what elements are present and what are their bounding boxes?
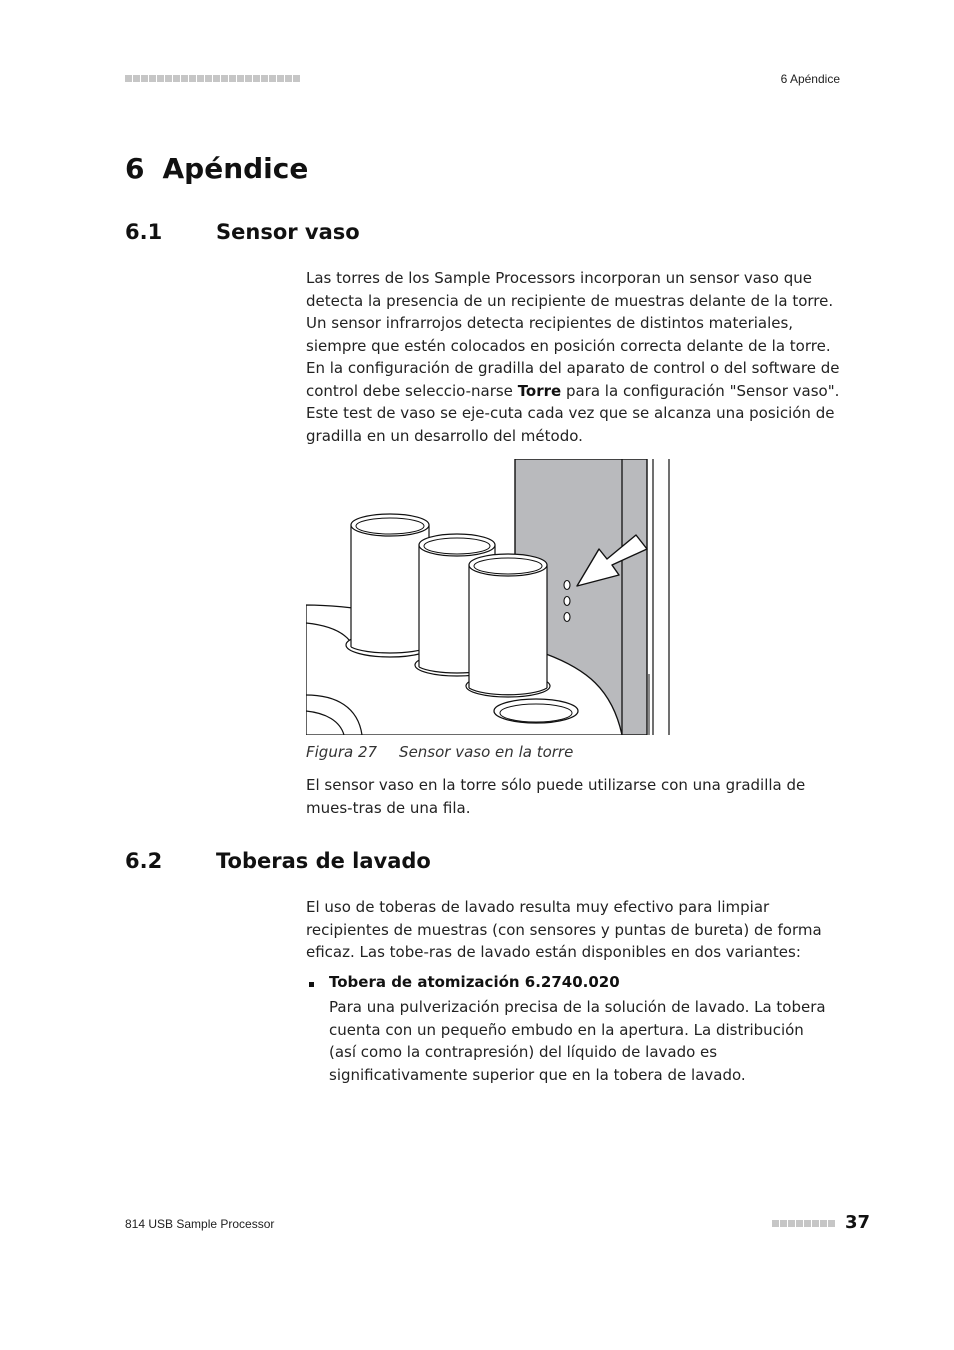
paragraph-bold-term: Torre — [517, 381, 562, 400]
section-6-2-title: Toberas de lavado — [216, 849, 431, 873]
paragraph-2-text: El sensor vaso en la torre sólo puede utilizarse con una gradilla de mues-tras de una fila. — [306, 776, 806, 817]
paragraph-text-part1: Las torres de los Sample Processors incorporan un sensor vaso que detecta la presencia de un recipiente de muestras delante de la torre. Un sensor infrarrojos detecta recipientes de distintos materiales, siempre que estén colocados en posición correcta delante de la torre. En la configuración de gradilla del aparato de control o del software de control debe seleccio-narse — [306, 269, 840, 400]
section-6-1-number: 6.1 — [125, 220, 163, 244]
page-number: 37 — [845, 1212, 871, 1233]
figure-caption — [306, 743, 573, 761]
section-6-2-paragraph — [306, 896, 846, 964]
section-6-1-title: Sensor vaso — [216, 220, 360, 244]
figure-caption-text: Sensor vaso en la torre — [399, 743, 574, 761]
footer-product-name: 814 USB Sample Processor — [125, 1217, 275, 1231]
section-6-2-paragraph-text: El uso de toberas de lavado resulta muy efectivo para limpiar recipientes de muestras (con sensores y puntas de bureta) de forma eficaz. Las tobe-ras de lavado están disponibles en dos variantes: — [306, 898, 822, 961]
header-section-ref: 6 Apéndice — [780, 72, 840, 86]
section-6-1-paragraph-2 — [306, 774, 846, 819]
figure-sensor-illustration — [306, 459, 672, 735]
footer-decoration — [772, 1220, 835, 1227]
tower-sensor-drawing — [306, 459, 672, 735]
bullet-title: Tobera de atomización 6.2740.020 — [329, 973, 620, 991]
bullet-description — [329, 996, 829, 1086]
bullet-marker — [309, 982, 314, 987]
section-6-1-paragraph — [306, 267, 846, 447]
chapter-title: Apéndice — [162, 152, 309, 185]
chapter-number: 6 — [125, 152, 145, 185]
header-decoration — [125, 75, 300, 82]
paragraph-text-part2: para la configuración "Sensor vaso". Este test de vaso se eje-cuta cada vez que se alcanza una posición de gradilla en un desarrollo del método. — [306, 381, 840, 445]
section-6-2-number: 6.2 — [125, 849, 163, 873]
bullet-description-text: Para una pulverización precisa de la solución de lavado. La tobera cuenta con un pequeño embudo en la apertura. La distribución (así como la contrapresión) del líquido de lavado es significativamente superior que en la tobera de lavado. — [329, 998, 826, 1084]
figure-label: Figura 27 — [306, 743, 378, 761]
chapter-heading — [125, 152, 308, 185]
